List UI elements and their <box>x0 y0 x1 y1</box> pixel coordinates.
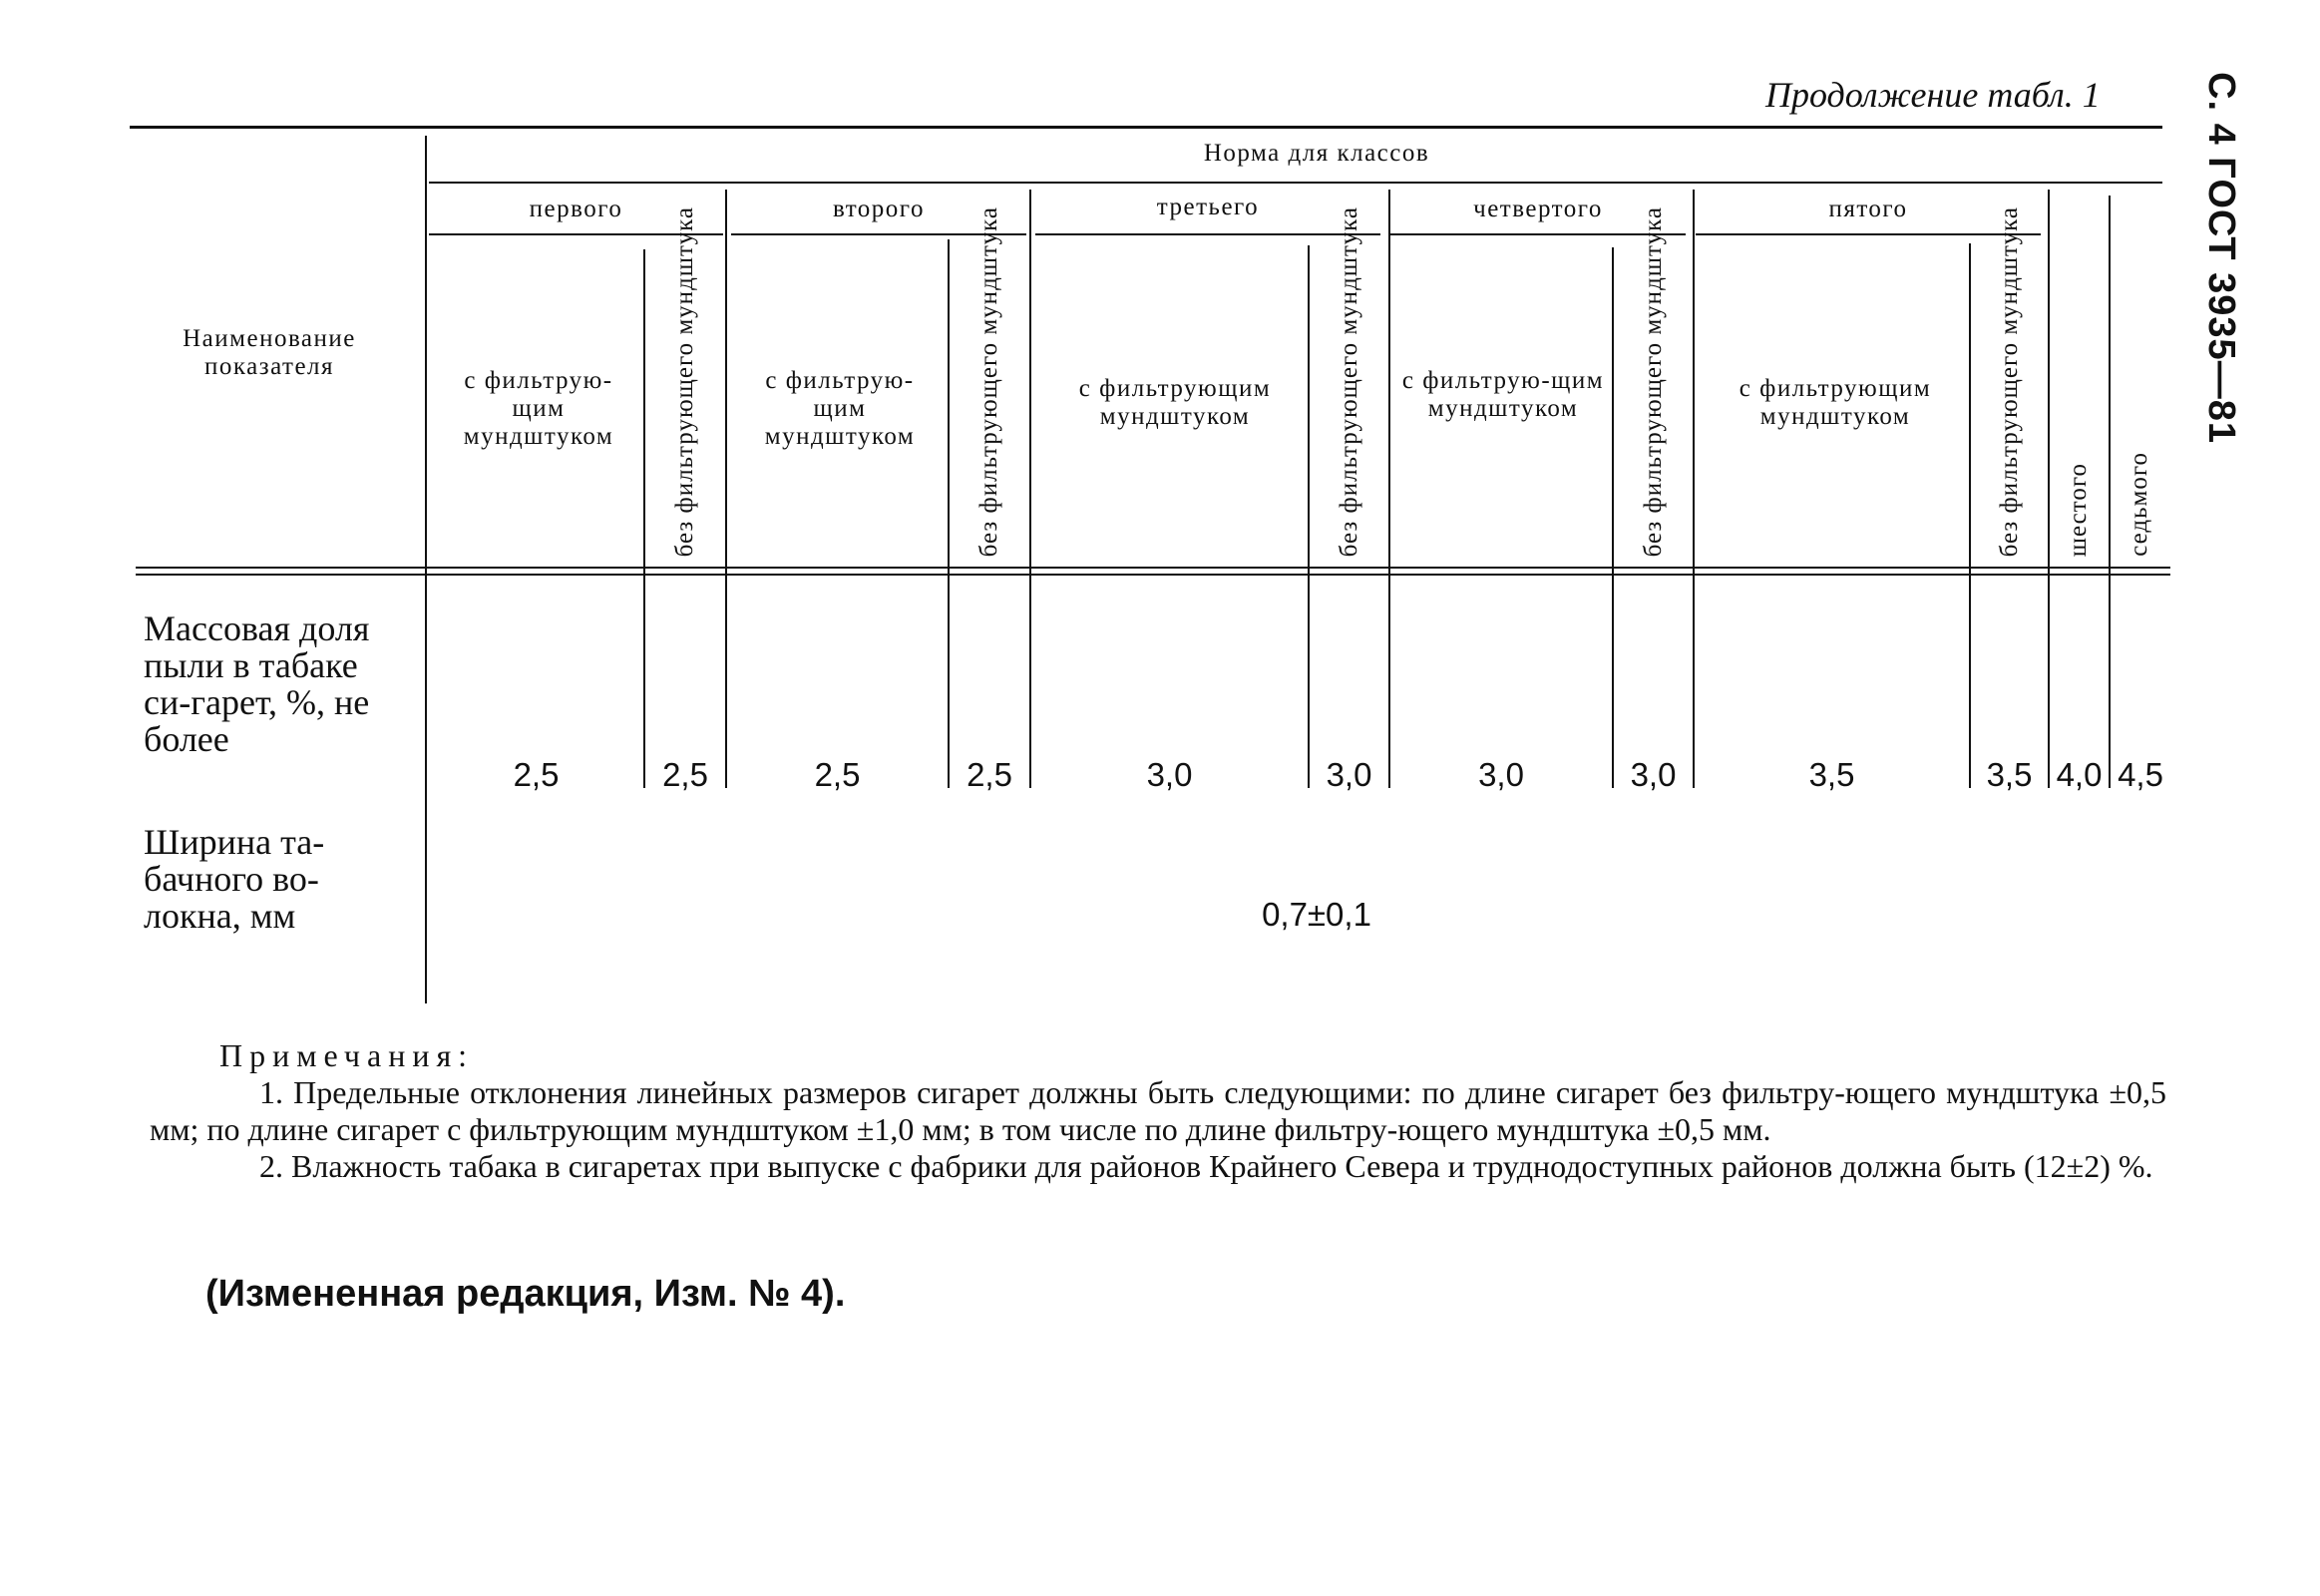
norm-for-classes-header: Норма для классов <box>1203 140 1430 167</box>
class-sixth-header: шестого <box>2065 462 2092 557</box>
second-with-filter-header: с фильтрую-щим мундштуком <box>764 367 916 450</box>
notes-block <box>150 1037 2166 1185</box>
value-third-without-filter: 3,0 <box>1326 756 1372 793</box>
header-bottom-rule-2 <box>136 574 2170 576</box>
class-seventh-header: седьмого <box>2126 452 2152 557</box>
value-first-with-filter: 2,5 <box>513 756 560 793</box>
col-rule-third-sub <box>1308 245 1310 788</box>
fourth-without-filter-header: без фильтрующего мундштука <box>1640 205 1667 557</box>
class-group-rule <box>429 182 2162 184</box>
fourth-with-filter-header: с фильтрую-щим мундштуком <box>1401 367 1605 422</box>
col-rule-second-sub <box>948 239 950 788</box>
value-second-with-filter: 2,5 <box>814 756 861 793</box>
header-bottom-rule <box>136 567 2170 569</box>
col-rule-third-fourth <box>1388 190 1390 788</box>
value-second-without-filter: 2,5 <box>967 756 1012 793</box>
subclass-rule-3 <box>1035 233 1380 235</box>
class-first-header: первого <box>529 196 623 222</box>
row-fiber-width-label: Ширина та-бачного во-локна, мм <box>144 822 325 936</box>
first-without-filter-header: без фильтрующего мундштука <box>671 205 698 557</box>
value-fifth-with-filter: 3,5 <box>1808 756 1855 793</box>
standard-page-code-text: С. 4 ГОСТ 3935—81 <box>2199 71 2242 444</box>
subclass-rule-5 <box>1696 233 2041 235</box>
second-without-filter-header: без фильтрующего мундштука <box>975 205 1002 557</box>
indicator-header: Наименование показателя <box>183 325 356 380</box>
class-third-header: третьего <box>1156 194 1260 220</box>
value-fiber-width: 0,7±0,1 <box>1262 896 1371 933</box>
amendment-note: (Измененная редакция, Изм. № 4). <box>205 1273 846 1315</box>
value-fifth-without-filter: 3,5 <box>1986 756 2033 793</box>
standard-page-code <box>2190 71 2250 444</box>
class-fifth-header: пятого <box>1828 196 1908 222</box>
label-column-rule <box>425 136 427 1003</box>
row-dust-label: Массовая доля пыли в табаке си-гарет, %, не более <box>144 608 370 759</box>
col-rule-first-sub <box>643 249 645 788</box>
table-top-rule <box>130 126 2162 129</box>
value-fourth-with-filter: 3,0 <box>1478 756 1524 793</box>
col-rule-sixth-seventh <box>2109 196 2111 788</box>
third-without-filter-header: без фильтрующего мундштука <box>1336 205 1362 557</box>
class-fourth-header: четвертого <box>1473 196 1603 222</box>
class-second-header: второго <box>833 196 925 222</box>
notes-title: Примечания: <box>219 1037 475 1073</box>
fifth-without-filter-header: без фильтрующего мундштука <box>1996 205 2023 557</box>
note-1: 1. Предельные отклонения линейных размеров сигарет должны быть следующими: по длине сигарет без фильтру-ющего мундштука ±0,5 мм; по длине сигарет с фильтрующим мундштуком ±1,0 мм; в том числе по длине фильтру-ющего мундштука ±0,5 мм. <box>150 1074 2166 1147</box>
value-fourth-without-filter: 3,0 <box>1630 756 1677 793</box>
col-rule-second-third <box>1029 190 1031 788</box>
fifth-with-filter-header: с фильтрующим мундштуком <box>1739 375 1932 430</box>
col-rule-fifth-sub <box>1969 243 1971 788</box>
col-rule-fifth-sixth <box>2048 190 2050 788</box>
col-rule-fourth-sub <box>1612 247 1614 788</box>
third-with-filter-header: с фильтрующим мундштуком <box>1078 375 1272 430</box>
col-rule-fourth-fifth <box>1693 190 1695 788</box>
table-continuation-caption: Продолжение табл. 1 <box>1765 75 2101 115</box>
value-sixth: 4,0 <box>2056 756 2103 793</box>
note-2: 2. Влажность табака в сигаретах при выпуске с фабрики для районов Крайнего Севера и труднодоступных районов должна быть (12±2) %. <box>259 1148 2153 1184</box>
value-seventh: 4,5 <box>2118 756 2163 793</box>
first-with-filter-header: с фильтрую-щим мундштуком <box>463 367 614 450</box>
value-third-with-filter: 3,0 <box>1146 756 1193 793</box>
col-rule-first-second <box>725 190 727 788</box>
value-first-without-filter: 2,5 <box>662 756 708 793</box>
